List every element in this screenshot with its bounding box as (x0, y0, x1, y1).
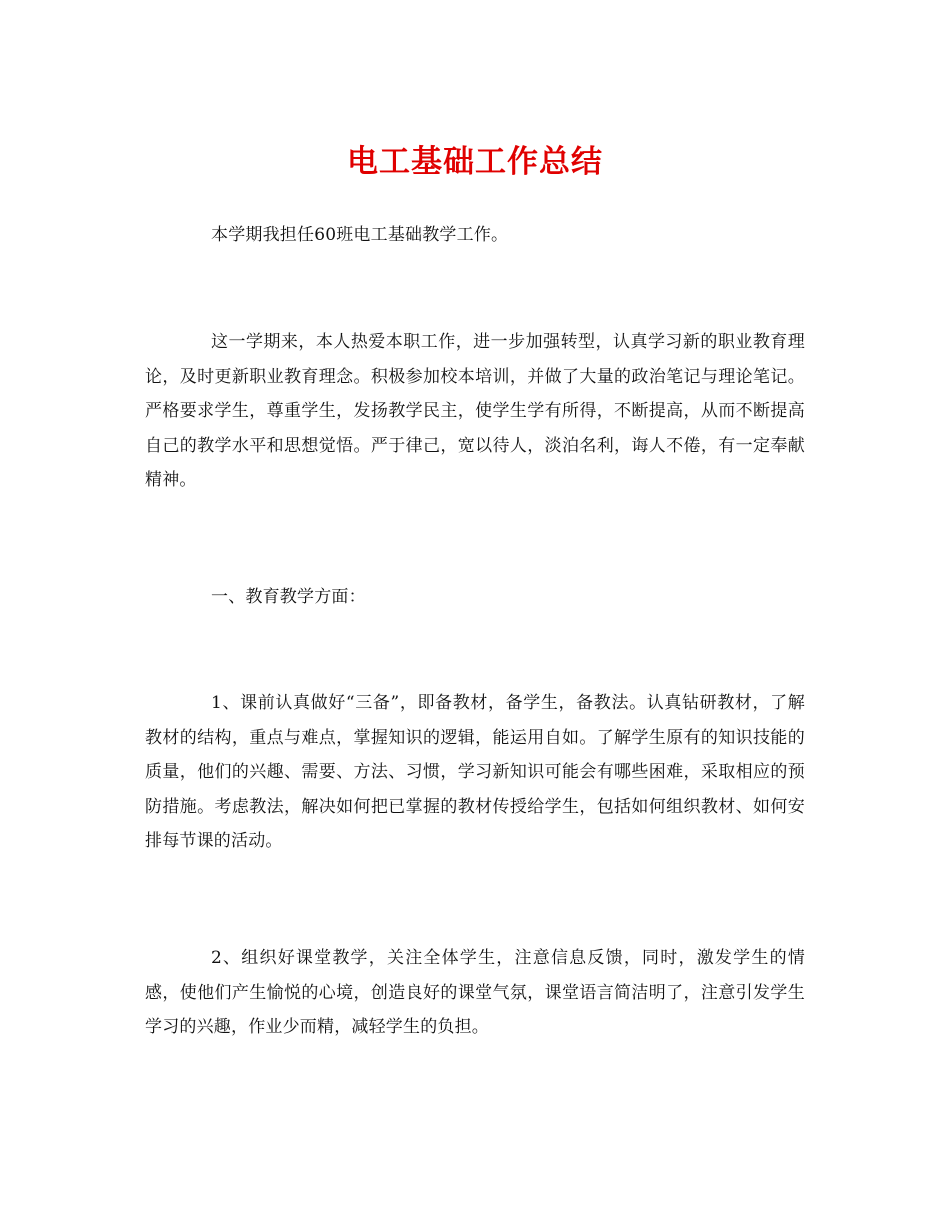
item-2-paragraph: 2、组织好课堂教学，关注全体学生，注意信息反馈，同时，激发学生的情感，使他们产生愉悦的心境，创造良好的课堂气氛，课堂语言简洁明了，注意引发学生学习的兴趣，作业少而精，减轻学生的负担。 (145, 948, 805, 1037)
section-heading: 一、教育教学方面： (211, 587, 366, 607)
summary-paragraph: 这一学期来，本人热爱本职工作，进一步加强转型，认真学习新的职业教育理论，及时更新职业教育理念。积极参加校本培训，并做了大量的政治笔记与理论笔记。严格要求学生，尊重学生，发扬教学民主，使学生学有所得，不断提高，从而不断提高自己的教学水平和思想觉悟。严于律己，宽以待人，淡泊名利，诲人不倦，有一定奉献精神。 (145, 332, 805, 490)
intro-paragraph: 本学期我担任60班电工基础教学工作。 (211, 225, 509, 245)
document-title: 电工基础工作总结 (347, 144, 603, 180)
item-1-paragraph: 1、课前认真做好“三备”，即备教材，备学生，备教法。认真钻研教材，了解教材的结构，重点与难点，掌握知识的逻辑，能运用自如。了解学生原有的知识技能的质量，他们的兴趣、需要、方法、习惯，学习新知识可能会有哪些困难，采取相应的预防措施。考虑教法，解决如何把已掌握的教材传授给学生，包括如何组织教材、如何安排每节课的活动。 (145, 693, 805, 851)
